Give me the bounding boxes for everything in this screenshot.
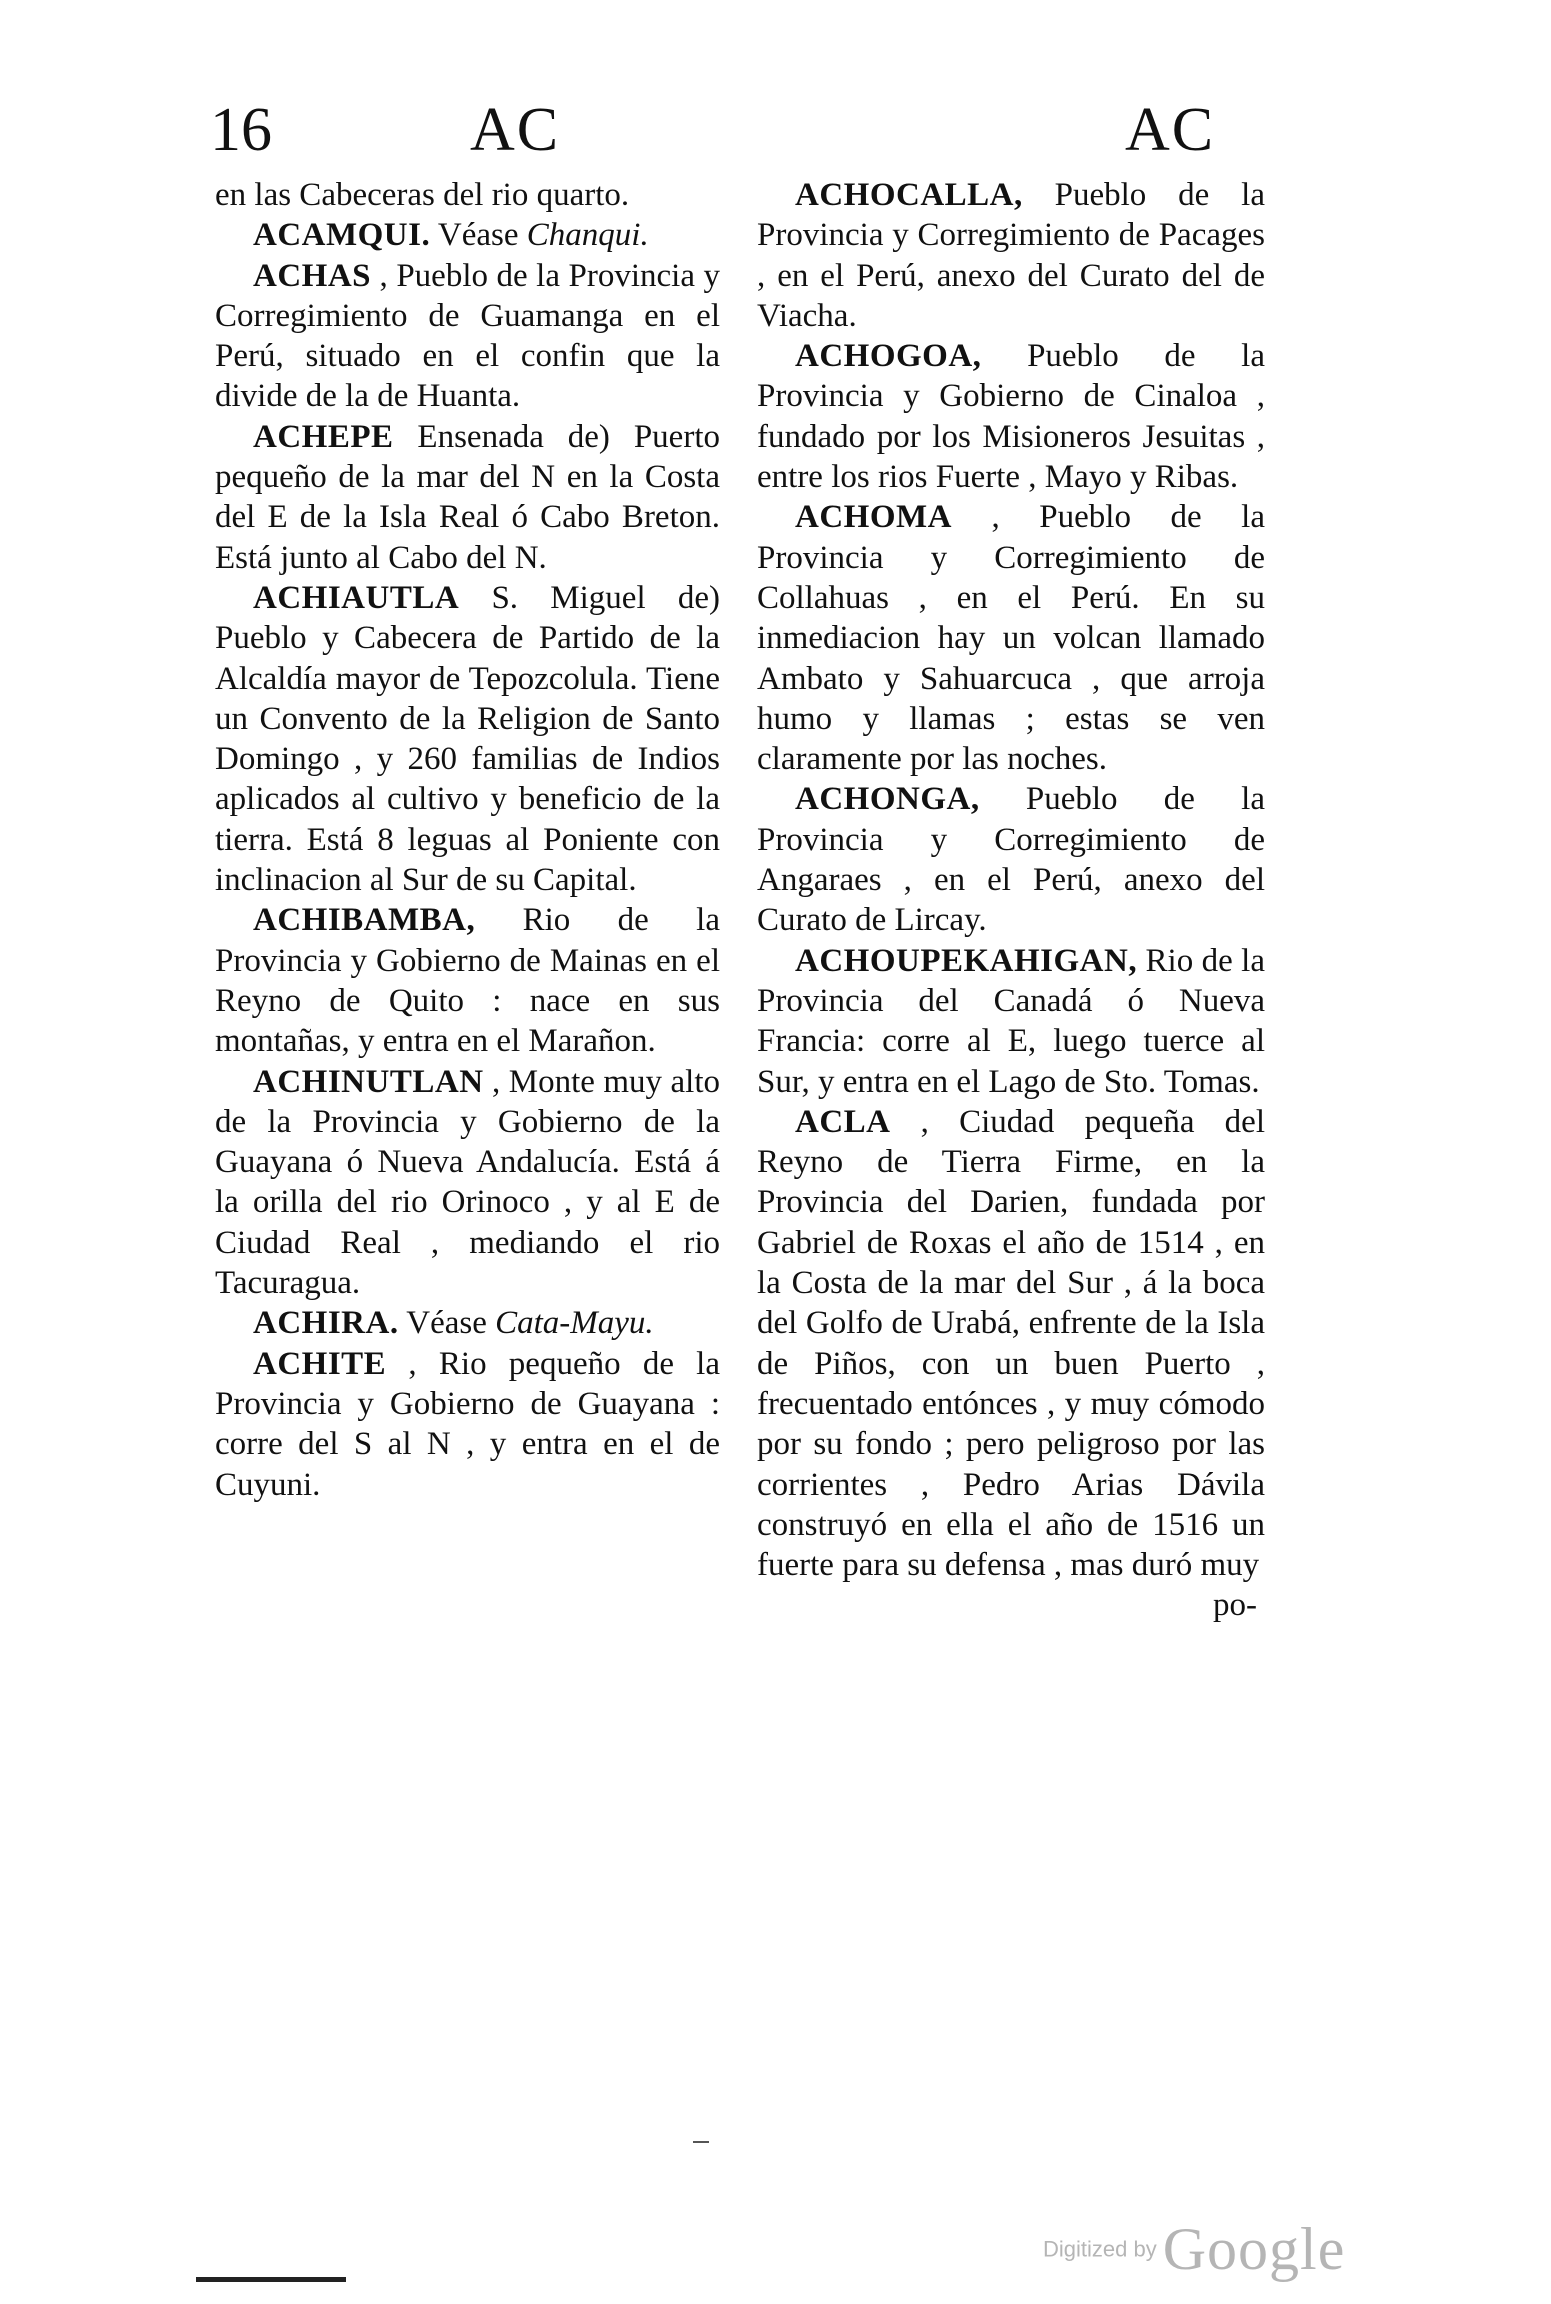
entry-text: Véase bbox=[430, 217, 527, 254]
entry-term: ACHIRA. bbox=[253, 1305, 399, 1342]
entry-term: ACHOGOA, bbox=[795, 338, 982, 375]
entry-term: ACHEPE bbox=[253, 418, 394, 455]
entry-term: ACLA bbox=[795, 1103, 891, 1140]
entry-text: , Pueblo de la Provincia y Corregimiento de Guamanga en el Perú, situado en el confin que la divide de la de Huanta. bbox=[215, 257, 720, 415]
right-column bbox=[757, 175, 1265, 1626]
bottom-rule bbox=[196, 2277, 346, 2282]
dictionary-entry bbox=[215, 1303, 720, 1343]
entry-text: , Ciudad pequeña del Reyno de Tierra Firme, en la Provincia del Darien, fundada por Gabriel de Roxas el año de 1514 , en la Costa de la mar del Sur , á la boca del Golfo de Urabá, enfrente de la Isla de Piños, con un buen Puerto , frecuentado entónces , y muy cómodo por su fondo ; pero peligroso por las corrientes , Pedro Arias Dávila construyó en ella el año de 1516 un fuerte para su defensa , mas duró muy bbox=[757, 1103, 1265, 1584]
dictionary-entry bbox=[757, 175, 1265, 336]
entry-text: , Rio pequeño de la Provincia y Gobierno de Guayana : corre del S al N , y entra en el de Cuyuni. bbox=[215, 1345, 720, 1503]
entry-text: Véase bbox=[398, 1305, 496, 1342]
dictionary-entry bbox=[215, 417, 720, 578]
entry-term: ACHINUTLAN bbox=[253, 1063, 484, 1100]
entry-term: ACHOCALLA, bbox=[795, 177, 1023, 213]
entry-text: Pueblo de la Provincia y Corregimiento de Angaraes , en el Perú, anexo del Curato de Lircay. bbox=[757, 781, 1265, 939]
google-logo: Google bbox=[1162, 2216, 1346, 2282]
dictionary-entry bbox=[215, 900, 720, 1061]
entry-text: Ensenada de) Puerto pequeño de la mar del N en la Costa del E de la Isla Real ó Cabo Breton. Está junto al Cabo del N. bbox=[215, 418, 720, 576]
dictionary-entry bbox=[215, 256, 720, 417]
digitized-watermark bbox=[1043, 2215, 1345, 2284]
watermark-prefix: Digitized by bbox=[1043, 2236, 1157, 2262]
entry-text: Pueblo de la Provincia y Corregimiento de Pacages , en el Perú, anexo del Curato del de Viacha. bbox=[757, 177, 1265, 334]
entry-term: ACHONGA, bbox=[795, 781, 980, 818]
entry-text: S. Miguel de) Pueblo y Cabecera de Partido de la Alcaldía mayor de Tepozcolula. Tiene un Convento de la Religion de Santo Domingo , y 260 familias de Indios aplicados al cultivo y beneficio de la tierra. Está 8 leguas al Poniente con inclinacion al Sur de su Capital. bbox=[215, 579, 720, 899]
dictionary-entry bbox=[757, 941, 1265, 1102]
cross-reference: Cata-Mayu. bbox=[495, 1305, 654, 1342]
entry-term: ACHOUPEKAHIGAN, bbox=[795, 942, 1138, 979]
right-running-head: AC bbox=[1125, 96, 1216, 164]
dictionary-entry bbox=[757, 779, 1265, 940]
entry-term: ACHIAUTLA bbox=[253, 579, 460, 616]
running-header bbox=[210, 95, 1280, 175]
entry-term: ACAMQUI. bbox=[253, 217, 431, 254]
entry-text: Pueblo de la Provincia y Gobierno de Cinaloa , fundado por los Misioneros Jesuitas , entre los rios Fuerte , Mayo y Ribas. bbox=[757, 338, 1265, 496]
dictionary-entry bbox=[215, 1062, 720, 1304]
center-dash bbox=[693, 2141, 709, 2143]
entry-term: ACHAS bbox=[253, 257, 372, 294]
dictionary-entry bbox=[757, 1102, 1265, 1586]
dictionary-entry bbox=[215, 215, 720, 255]
catchword: po- bbox=[1213, 1587, 1257, 1624]
entry-text: , Monte muy alto de la Provincia y Gobierno de la Guayana ó Nueva Andalucía. Está á la orilla del rio Orinoco , y al E de Ciudad Real , mediando el rio Tacuragua. bbox=[215, 1063, 720, 1302]
entry-text: Rio de la Provincia y Gobierno de Mainas en el Reyno de Quito : nace en sus montañas, y entra en el Marañon. bbox=[215, 902, 720, 1060]
entry-term: ACHOMA bbox=[795, 499, 952, 536]
entry-term: ACHIBAMBA, bbox=[253, 902, 476, 939]
cross-reference: Chanqui. bbox=[526, 217, 649, 254]
dictionary-entry bbox=[215, 1344, 720, 1505]
entry-term: ACHITE bbox=[253, 1345, 387, 1382]
left-running-head: AC bbox=[470, 96, 561, 164]
dictionary-entry bbox=[757, 497, 1265, 779]
entry-text: Rio de la Provincia del Canadá ó Nueva Francia: corre al E, luego tuerce al Sur, y entra en el Lago de Sto. Tomas. bbox=[757, 942, 1265, 1100]
dictionary-entry bbox=[215, 578, 720, 900]
left-column bbox=[215, 175, 720, 1505]
page-number: 16 bbox=[210, 96, 272, 164]
entry-text: , Pueblo de la Provincia y Corregimiento de Collahuas , en el Perú. En su inmediacion hay un volcan llamado Ambato y Sahuarcuca , que arroja humo y llamas ; estas se ven claramente por las noches. bbox=[757, 499, 1265, 778]
dictionary-entry bbox=[757, 336, 1265, 497]
continuation-text: en las Cabeceras del rio quarto. bbox=[215, 177, 630, 213]
